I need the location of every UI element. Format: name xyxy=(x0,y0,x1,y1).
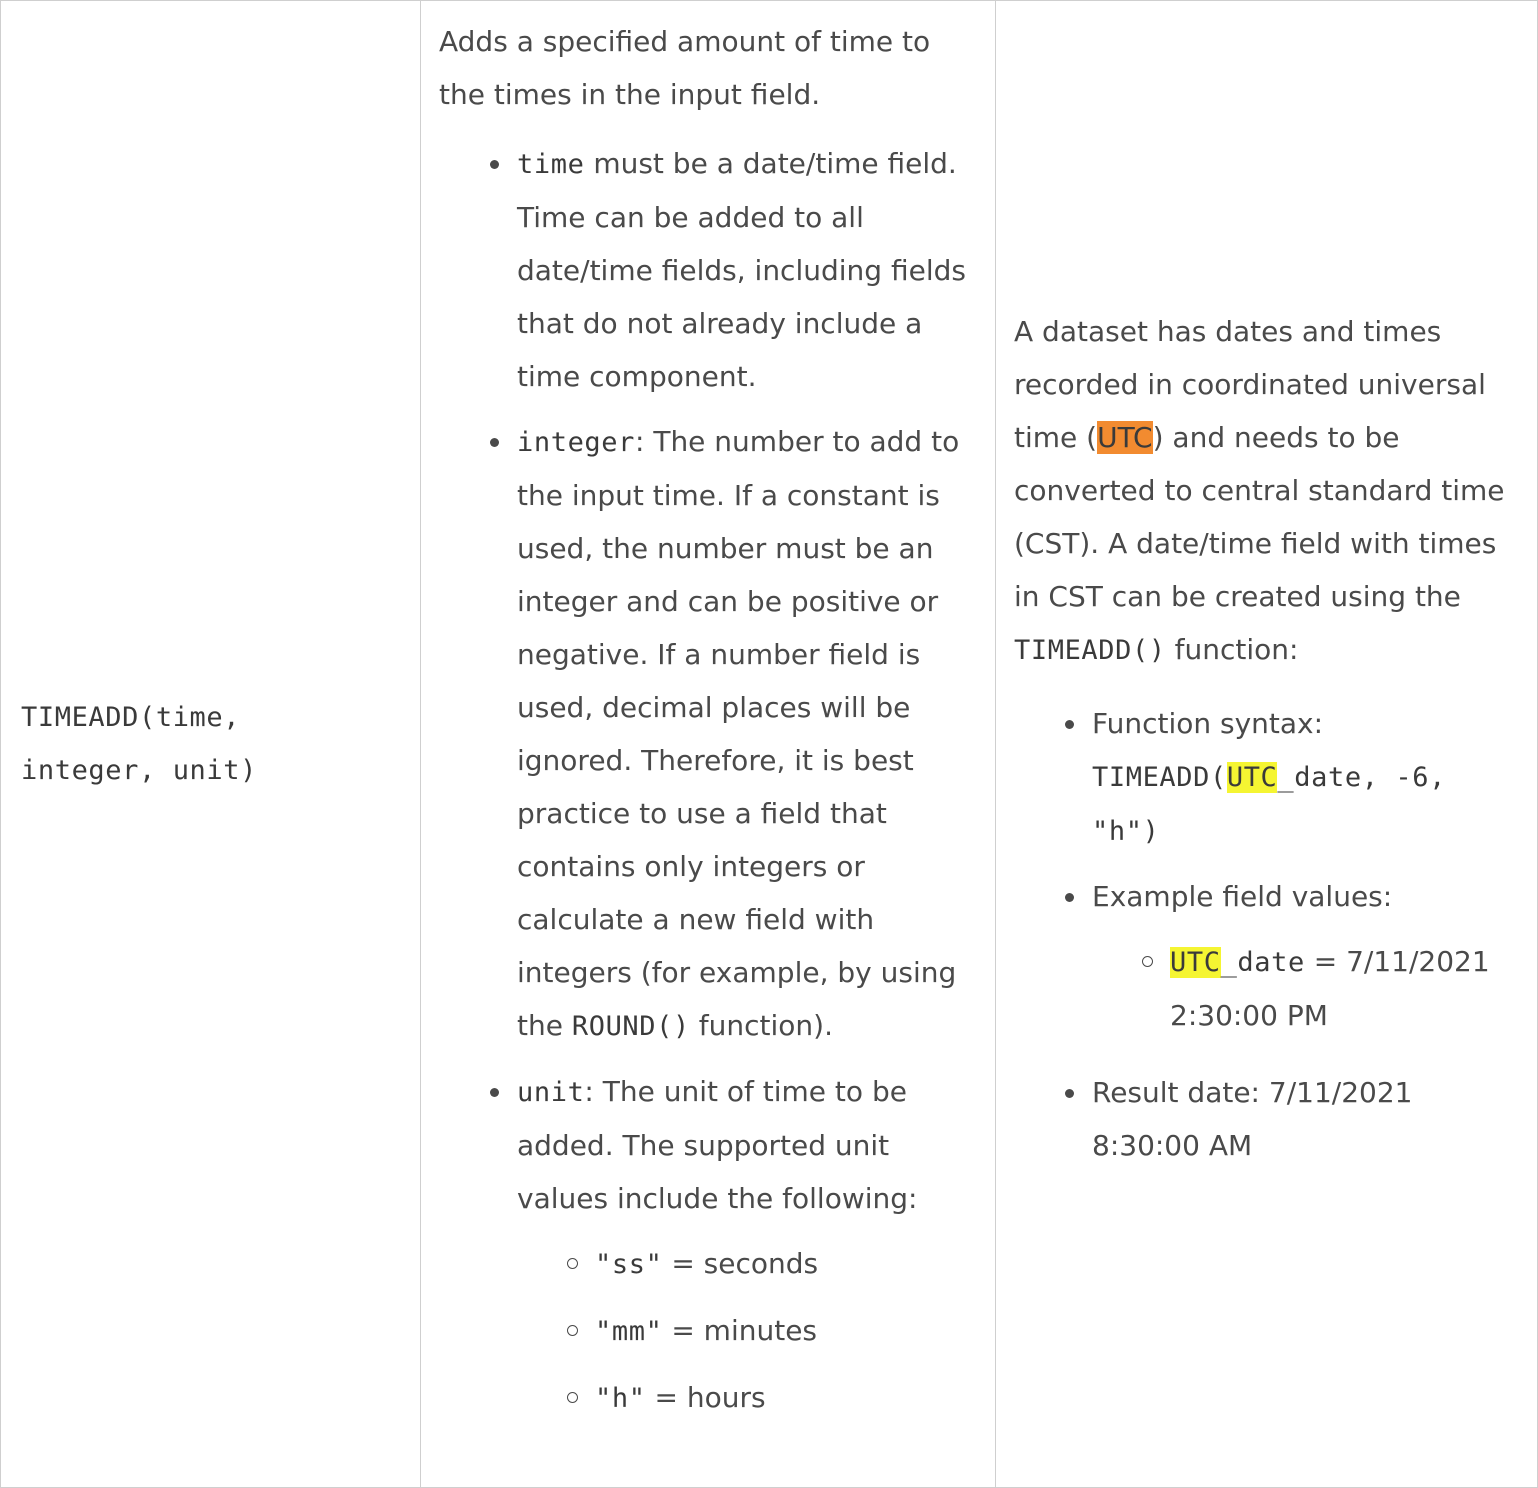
param-integer xyxy=(517,415,979,1053)
function-syntax xyxy=(21,691,400,797)
param-time-name: time xyxy=(517,149,585,180)
unit-text: = hours xyxy=(645,1381,766,1414)
description-cell xyxy=(421,1,996,1487)
description-intro: Adds a specified amount of time to the times in the input field. xyxy=(439,25,931,111)
unit-code: "ss" xyxy=(595,1249,663,1280)
param-integer-tail: function). xyxy=(689,1009,833,1042)
example-intro-text: A dataset has dates and times recorded in coordinated universal time ( xyxy=(1014,314,1486,454)
example-value xyxy=(1170,935,1517,1042)
unit-code: "mm" xyxy=(595,1316,663,1347)
syntax-cell xyxy=(1,1,421,1487)
example-values-item xyxy=(1092,870,1517,1042)
unit-minutes xyxy=(595,1304,979,1358)
example-cell xyxy=(996,1,1537,1487)
syntax-label: Function syntax: xyxy=(1092,706,1324,740)
example-intro-text: function: xyxy=(1165,632,1299,666)
code-part: _date xyxy=(1220,946,1305,978)
field-name xyxy=(1170,947,1305,978)
parameter-list xyxy=(439,137,979,1425)
param-unit-name: unit xyxy=(517,1077,585,1108)
unit-list xyxy=(517,1237,979,1425)
param-integer-text: : The number to add to the input time. If a constant is used, the number must be an integer and can be positive or negative. If a number field is used, decimal places will be ignored. Therefore, it is best practice to use a field that contains only integers or calculate a new field with integers (for example, by using the xyxy=(517,425,960,1042)
param-time-text: must be a date/time field. Time can be added to all date/time fields, including fields that do not already include a time component. xyxy=(517,147,966,393)
syntax-line-2: integer, unit) xyxy=(21,755,257,786)
example-syntax-item xyxy=(1092,697,1517,858)
unit-hours xyxy=(595,1371,979,1425)
example-values-list xyxy=(1092,935,1517,1042)
search-highlight-utc: UTC xyxy=(1226,761,1278,793)
search-highlight-utc: UTC xyxy=(1097,420,1153,454)
unit-code: "h" xyxy=(595,1383,646,1414)
param-unit xyxy=(517,1065,979,1425)
round-function: ROUND() xyxy=(571,1011,690,1042)
code-part: TIMEADD( xyxy=(1092,761,1227,793)
values-label: Example field values: xyxy=(1092,879,1393,913)
param-unit-text: : The unit of time to be added. The supported unit values include the following: xyxy=(517,1075,918,1215)
unit-seconds xyxy=(595,1237,979,1291)
param-integer-name: integer xyxy=(517,427,635,458)
example-result-item: Result date: 7/11/2021 8:30:00 AM xyxy=(1092,1066,1517,1172)
example-intro xyxy=(1014,305,1517,677)
unit-text: = seconds xyxy=(662,1247,819,1280)
param-time xyxy=(517,137,979,403)
syntax-line-1: TIMEADD(time, xyxy=(21,702,241,733)
example-syntax-code xyxy=(1092,762,1446,847)
timeadd-function: TIMEADD() xyxy=(1014,634,1166,666)
unit-text: = minutes xyxy=(662,1314,818,1347)
example-intro-text: ) and needs to be converted to central standard time (CST). A date/time field with times in CST can be created using the xyxy=(1014,420,1505,613)
example-list xyxy=(1014,697,1517,1172)
value-text: = 7/11/2021 2:30:00 PM xyxy=(1170,944,1490,1032)
search-highlight-utc: UTC xyxy=(1170,946,1221,978)
code-part: _date, -6, "h") xyxy=(1092,761,1446,847)
